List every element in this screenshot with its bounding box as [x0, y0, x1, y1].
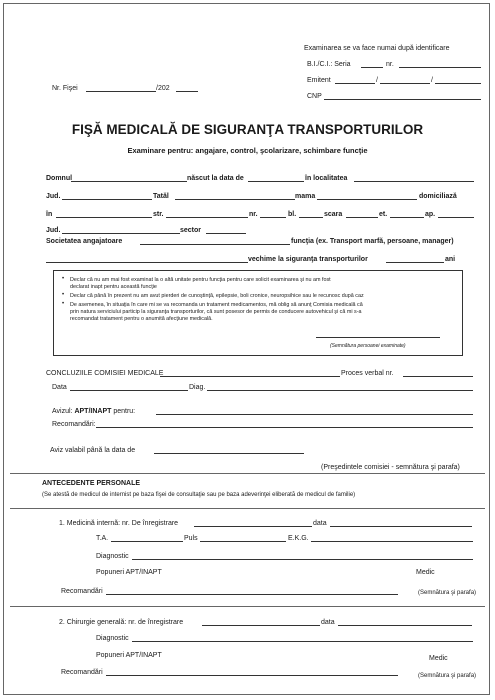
chirurgie-data-label: data — [321, 619, 335, 626]
in-field[interactable] — [56, 217, 152, 218]
societatea-field[interactable] — [140, 244, 290, 245]
med-interna-nr-field[interactable] — [194, 526, 312, 527]
diagnostic-field-2[interactable] — [132, 641, 473, 642]
nr-fisei-label: Nr. Fişei — [52, 85, 78, 92]
recomandari-label: Recomandări: — [52, 421, 96, 428]
nr-fisei-field[interactable] — [86, 91, 156, 92]
declaration-line-3: Declar că până în prezent nu am avut pierderi de cunoştinţă, epilepsie, boli cronice, neuropsihice sau le recunosc după caz — [70, 293, 364, 299]
localitatea-label: în localitatea — [305, 175, 348, 182]
medic-label-2: Medic — [429, 655, 448, 662]
proces-verbal-label: Proces verbal nr. — [341, 370, 394, 377]
emitent-year-field[interactable] — [435, 83, 481, 84]
aviz-label: Avizul: APT/INAPT pentru: — [52, 408, 136, 415]
recomandari-field-2[interactable] — [106, 675, 398, 676]
emitent-slash-1: / — [376, 77, 378, 84]
valabil-field[interactable] — [154, 453, 304, 454]
vechime-field[interactable] — [386, 262, 444, 263]
str-field[interactable] — [166, 217, 248, 218]
section-divider — [10, 606, 485, 607]
examinee-signature-label: (Semnătura persoanei examinate) — [330, 343, 406, 349]
mama-field[interactable] — [317, 199, 417, 200]
ta-label: T.A. — [96, 535, 109, 542]
declaration-line-2: declarat inapt pentru această funcţie — [70, 284, 157, 290]
year-field[interactable] — [176, 91, 198, 92]
ekg-field[interactable] — [311, 541, 473, 542]
bl-label: bl. — [288, 211, 297, 218]
medical-form-page — [3, 3, 490, 695]
puls-label: Puls — [184, 535, 198, 542]
data-field[interactable] — [70, 390, 188, 391]
birth-date-field[interactable] — [248, 181, 304, 182]
med-interna-data-field[interactable] — [330, 526, 472, 527]
declaration-line-5: prin natura serviciului particip la siguranţa transporturilor, că sunt posesor de permis de conducere autovehicul şi că mi s-a — [70, 309, 362, 315]
data-label: Data — [52, 384, 67, 391]
exam-note: Examinarea se va face numai după identificare — [304, 45, 450, 52]
vechime-label: vechime la siguranţa transporturilor — [248, 256, 368, 263]
signature-label-1: (Semnătura şi parafa) — [418, 590, 477, 596]
mama-label: mama — [295, 193, 316, 200]
antecedente-note: (Se atestă de medicul de internist pe baza fişei de consultaţie sau pe baza adeverinţei eliberată de medicul de familie) — [42, 492, 356, 498]
et-field[interactable] — [390, 217, 424, 218]
jud-label-1: Jud. — [46, 193, 61, 200]
ta-field[interactable] — [111, 541, 183, 542]
ap-field[interactable] — [438, 217, 474, 218]
recomandari-label-1: Recomandări — [61, 588, 103, 595]
diag-field[interactable] — [207, 390, 473, 391]
id-series-field[interactable] — [361, 67, 383, 68]
scara-field[interactable] — [346, 217, 378, 218]
emitent-label: Emitent — [307, 77, 331, 84]
cnp-label: CNP — [307, 93, 322, 100]
page-title: FIŞĂ MEDICALĂ DE SIGURANŢA TRANSPORTURILOR — [71, 122, 424, 137]
emitent-date-field[interactable] — [380, 83, 430, 84]
section-divider — [10, 508, 485, 509]
in-label: în — [46, 211, 53, 218]
bullet-icon: • — [62, 301, 65, 307]
et-label: et. — [379, 211, 388, 218]
chirurgie-label: 2. Chirurgie generală: nr. de înregistrare — [59, 619, 184, 626]
year-label: /202 — [156, 85, 170, 92]
emitent-field[interactable] — [335, 83, 375, 84]
popuneri-label-1: Popuneri APT/INAPT — [96, 569, 162, 576]
diagnostic-label-2: Diagnostic — [96, 635, 129, 642]
declaration-line-1: Declar că nu am mai fost examinat la o altă unitate pentru funcţia pentru care solicit examinarea şi nu am fost — [70, 277, 331, 283]
puls-field[interactable] — [200, 541, 286, 542]
med-interna-label: 1. Medicină internă: nr. De înregistrare — [59, 520, 179, 527]
nr-field[interactable] — [260, 217, 286, 218]
str-label: str. — [153, 211, 164, 218]
localitatea-field[interactable] — [354, 181, 474, 182]
chirurgie-data-field[interactable] — [338, 625, 472, 626]
signature-label-2: (Semnătura şi parafa) — [418, 673, 477, 679]
functia-field[interactable] — [46, 262, 248, 263]
popuneri-label-2: Popuneri APT/INAPT — [96, 652, 162, 659]
declaration-box — [53, 270, 463, 356]
id-series-label: B.I./C.I.: Seria — [307, 61, 351, 68]
valabil-label: Aviz valabil până la data de — [50, 447, 136, 454]
ani-label: ani — [445, 256, 456, 263]
recomandari-field-1[interactable] — [106, 594, 398, 595]
emitent-slash-2: / — [431, 77, 433, 84]
diagnostic-field-1[interactable] — [132, 559, 473, 560]
proces-verbal-field[interactable] — [403, 376, 473, 377]
functia-label: funcţia (ex. Transport marfă, persoane, manager) — [291, 238, 454, 245]
tatal-field[interactable] — [175, 199, 295, 200]
antecedente-title: ANTECEDENTE PERSONALE — [42, 480, 141, 487]
societatea-label: Societatea angajatoare — [46, 238, 123, 245]
page-subtitle: Examinare pentru: angajare, control, şcolarizare, schimbare funcţie — [127, 146, 368, 155]
med-interna-data-label: data — [313, 520, 327, 527]
ekg-label: E.K.G. — [288, 535, 309, 542]
declaration-line-6: recomandat tratament pentru o anumită afecţiune medicală. — [70, 316, 213, 322]
jud-field-2[interactable] — [62, 233, 180, 234]
ap-label: ap. — [425, 211, 436, 218]
diag-label: Diag. — [189, 384, 206, 391]
sector-field[interactable] — [206, 233, 246, 234]
jud-field-1[interactable] — [62, 199, 152, 200]
conclusions-label: CONCLUZIILE COMISIEI MEDICALE — [46, 370, 164, 377]
nr-label: nr. — [249, 211, 258, 218]
tatal-label: Tatăl — [153, 193, 169, 200]
bullet-icon: • — [62, 292, 65, 298]
bl-field[interactable] — [299, 217, 323, 218]
bullet-icon: • — [62, 276, 65, 282]
domnul-label: Domnul — [46, 175, 73, 182]
conclusions-field[interactable] — [160, 376, 340, 377]
scara-label: scara — [324, 211, 343, 218]
examinee-signature-field[interactable] — [316, 337, 440, 338]
aviz-field[interactable] — [156, 414, 473, 415]
id-nr-field[interactable] — [399, 67, 481, 68]
sector-label: sector — [180, 227, 202, 234]
diagnostic-label-1: Diagnostic — [96, 553, 129, 560]
medic-label-1: Medic — [416, 569, 435, 576]
presedinte-label: (Preşedintele comisiei - semnătura şi parafa) — [321, 464, 460, 471]
domiciliaza-label: domiciliază — [419, 193, 457, 200]
cnp-field[interactable] — [324, 99, 481, 100]
jud-label-2: Jud. — [46, 227, 61, 234]
id-nr-label: nr. — [386, 61, 394, 68]
chirurgie-nr-field[interactable] — [202, 625, 320, 626]
recomandari-label-2: Recomandări — [61, 669, 103, 676]
nascut-label: născut la data de — [187, 175, 244, 182]
declaration-line-4: De asemenea, în situaţia în care mi se va recomanda un tratament medicamentos, mă oblig să anunţ Comisia medicală că — [70, 302, 363, 308]
section-divider — [10, 473, 485, 474]
domnul-field[interactable] — [71, 181, 187, 182]
recomandari-field[interactable] — [96, 427, 473, 428]
